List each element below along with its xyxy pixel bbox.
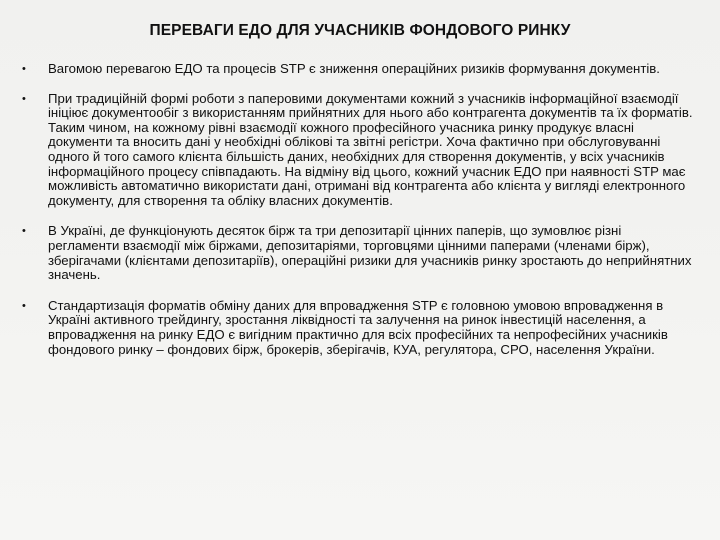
bullet-dot-icon: • — [22, 225, 26, 238]
bullet-text: Вагомою перевагою ЕДО та процесів STP є зниження операційних ризиків формування документів. — [48, 61, 660, 76]
bullet-dot-icon: • — [22, 63, 26, 75]
bullet-text: При традиційній формі роботи з паперовими документами кожний з учасників інформаційної взаємодії ініціює документообіг з використанням прийнятних для нього або контрагента документів та їх форматів. Таким чином, на кожному рівні взаємодії кожного професійного учасника ринку продукує власні документи та вносить дані у необхідні облікові та звітні регістри. Хоча фактично при обслуговуванні одного й того самого клієнта більшість даних, необхідних для створення документів, у всіх учасників інформаційного процесу співпадають. На відміну від цього, кожний учасник ЕДО при наявності STP має можливість автоматично використати дані, отримані від контрагента або клієнта у вигляді електронного документу, для створення та обліку власних документів. — [48, 90, 693, 208]
slide-title: ПЕРЕВАГИ ЕДО ДЛЯ УЧАСНИКІВ ФОНДОВОГО РИНКУ — [149, 22, 571, 39]
bullet-dot-icon: • — [22, 299, 26, 312]
bullet-item — [0, 224, 694, 282]
bullet-text: В Україні, де функціонують десяток бірж та три депозитарії цінних паперів, що зумовлює різні регламенти взаємодії між біржами, депозитаріями, торговцями цінними паперами (членами бірж), зберігачами (клієнтами депозитаріїв), операційні ризики для учасників ринку зростають до неприйнятних значень. — [48, 223, 692, 283]
bullet-dot-icon: • — [22, 92, 26, 105]
bullet-text: Стандартизація форматів обміну даних для впровадження STP є головною умовою впровадження в Україні активного трейдингу, зростання ліквідності та залучення на ринок інвестицій населення, а впровадження на ринку ЕДО є вигідним практично для всіх професійних та непрофесійних учасників фондового ринку – фондових бірж, брокерів, зберігачів, КУА, регулятора, СРО, населення України. — [48, 297, 668, 357]
bullet-item — [0, 92, 694, 209]
bullet-item — [0, 299, 694, 357]
bullet-item — [0, 62, 694, 77]
bullet-list — [0, 62, 720, 357]
